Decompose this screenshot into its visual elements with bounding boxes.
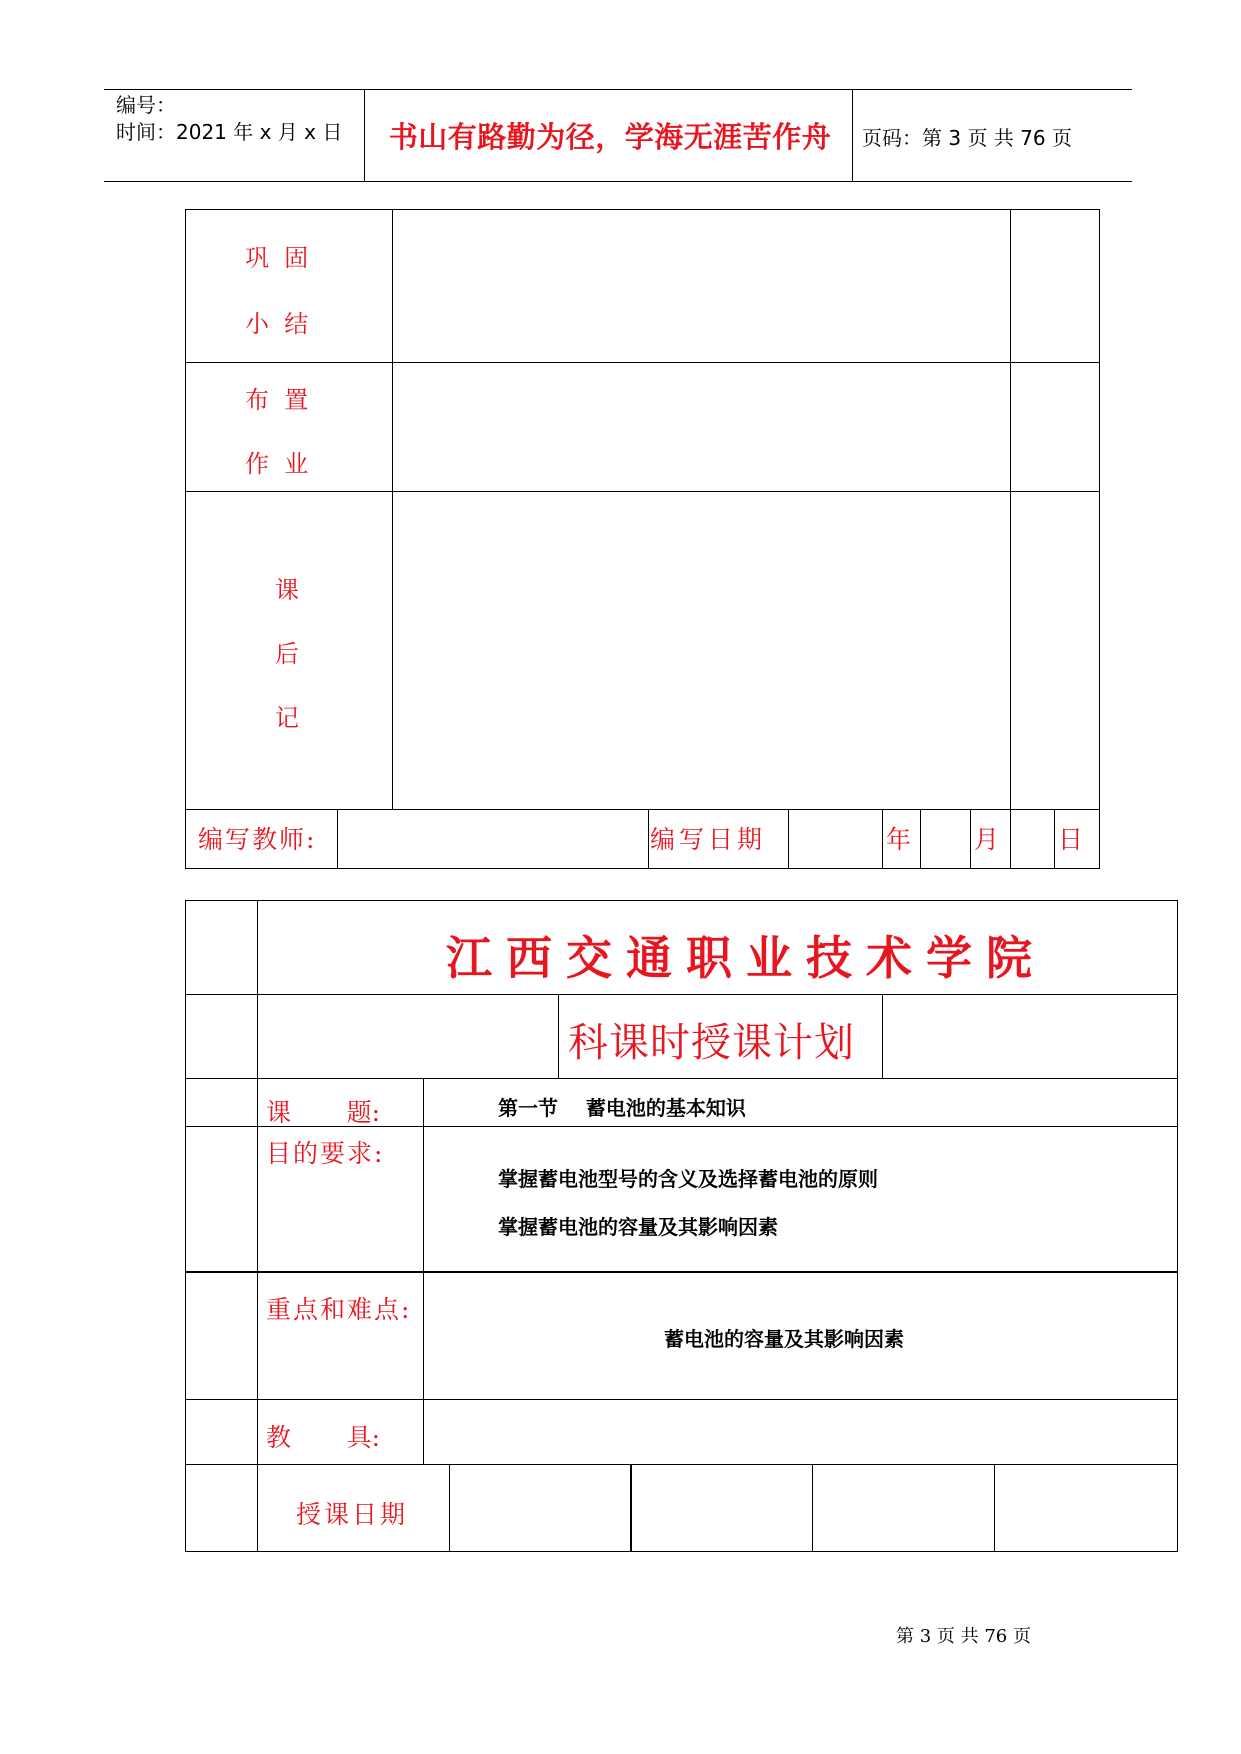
homework-label: 作 业 [245, 450, 309, 478]
header-page-info: 页码：第 3 页 共 76 页 [862, 126, 1072, 150]
review-col-divider-2 [1010, 209, 1011, 810]
time-label: 时间：2021 年 x 月 x 日 [116, 120, 343, 144]
plan-row-divider-4 [185, 1271, 1178, 1273]
assign-label: 布 置 [245, 386, 309, 414]
header-bottom-rule [104, 181, 1132, 182]
goal-item-1: 掌握蓄电池型号的含义及选择蓄电池的原则 [498, 1167, 878, 1191]
notes-label-char-1: 课 [275, 576, 299, 604]
notes-label-char-2: 后 [275, 640, 299, 668]
date-col-3 [812, 1464, 813, 1552]
footer-col-6 [970, 809, 971, 869]
goal-label: 目的要求: [266, 1139, 385, 1168]
footer-col-7 [1010, 809, 1011, 869]
key-points-value: 蓄电池的容量及其影响因素 [664, 1327, 904, 1351]
date-col-2 [630, 1464, 632, 1552]
lesson-plan-subtitle: 科课时授课计划 [568, 1020, 855, 1066]
author-teacher-label: 编写教师: [198, 825, 317, 854]
notes-label-char-3: 记 [275, 704, 299, 732]
plan-left-col-divider [257, 900, 258, 1552]
author-date-label: 编写日期 [650, 825, 767, 854]
subtitle-left-divider [558, 994, 559, 1078]
footer-col-5 [920, 809, 921, 869]
review-row-divider-2 [185, 491, 1100, 492]
topic-label: 课 题: [266, 1098, 381, 1127]
key-points-label: 重点和难点: [266, 1295, 412, 1324]
review-row-divider-1 [185, 362, 1100, 363]
footer-col-3 [788, 809, 789, 869]
serial-number-label: 编号： [116, 93, 176, 117]
college-name: 江西交通职业技术学院 [446, 931, 1046, 985]
year-label: 年 [886, 825, 912, 854]
header-divider-right [852, 89, 853, 182]
plan-row-divider-6 [185, 1464, 1178, 1465]
plan-row-divider-5 [185, 1399, 1178, 1400]
plan-label-col-divider [423, 1078, 424, 1464]
day-label: 日 [1058, 825, 1084, 854]
review-row-divider-3 [185, 809, 1100, 810]
month-label: 月 [974, 825, 1000, 854]
teaching-tools-label: 教 具: [266, 1423, 381, 1452]
plan-row-divider-2 [185, 1078, 1178, 1079]
review-table [185, 209, 1100, 869]
summary-label: 小 结 [245, 310, 309, 338]
subtitle-right-divider [882, 994, 883, 1078]
goal-item-2: 掌握蓄电池的容量及其影响因素 [498, 1215, 778, 1239]
topic-value: 第一节 蓄电池的基本知识 [498, 1096, 746, 1120]
consolidate-label: 巩 固 [245, 244, 309, 272]
plan-row-divider-1 [185, 994, 1178, 995]
date-col-4 [994, 1464, 995, 1552]
header-motto: 书山有路勤为径，学海无涯苦作舟 [388, 120, 832, 154]
page-footer: 第 3 页 共 76 页 [896, 1626, 1031, 1647]
review-col-divider-1 [392, 209, 393, 810]
footer-col-1 [337, 809, 338, 869]
footer-col-8 [1054, 809, 1055, 869]
footer-col-2 [648, 809, 649, 869]
header-top-rule [104, 89, 1132, 90]
header-divider-left [364, 89, 365, 182]
teaching-date-label: 授课日期 [296, 1500, 409, 1529]
footer-col-4 [882, 809, 883, 869]
date-col-1 [449, 1464, 450, 1552]
